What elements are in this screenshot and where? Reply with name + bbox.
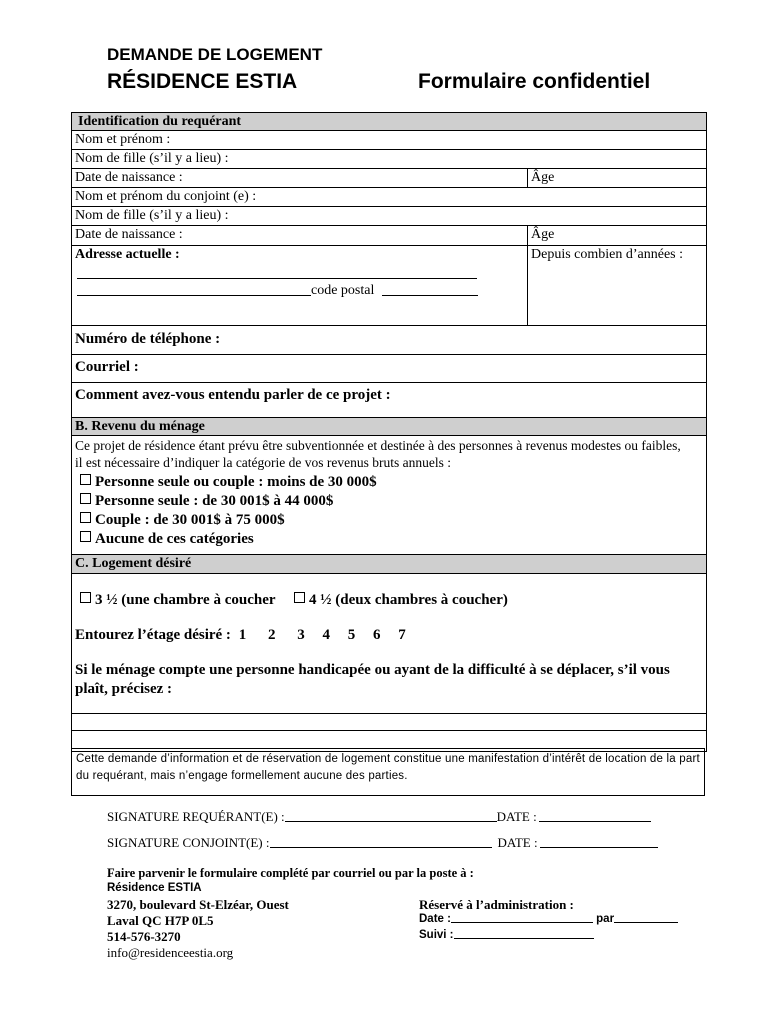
footer-org: Résidence ESTIA — [107, 882, 202, 894]
residence-name: RÉSIDENCE ESTIA — [107, 70, 298, 93]
checkbox-icon[interactable] — [80, 592, 91, 603]
signature-conjoint-row[interactable] — [107, 835, 658, 851]
signature-requerant-date-field[interactable] — [539, 821, 651, 822]
etage-option[interactable]: 1 — [238, 627, 247, 643]
signature-requerant-field[interactable] — [285, 821, 497, 822]
conjoint-date-naissance-label[interactable]: Date de naissance : — [75, 227, 183, 242]
section-c-header — [72, 555, 706, 574]
signature-conjoint-date-field[interactable] — [540, 847, 658, 848]
revenu-option-2[interactable]: Personne seule : de 30 001$ à 44 000$ — [80, 493, 333, 509]
admin-par-field[interactable] — [614, 922, 678, 923]
confidential-label: Formulaire confidentiel — [418, 70, 651, 93]
revenu-option-3[interactable]: Couple : de 30 001$ à 75 000$ — [80, 512, 285, 528]
etage-option[interactable]: 3 — [297, 627, 305, 643]
adresse-label: Adresse actuelle : — [75, 247, 180, 262]
admin-suivi-row[interactable] — [419, 929, 594, 941]
section-c-body — [72, 574, 706, 714]
adresse-line-1[interactable] — [77, 278, 477, 279]
depuis-label: Depuis combien d’années : — [531, 247, 684, 262]
admin-date-label: Date : — [419, 913, 451, 925]
age-label: Âge — [531, 170, 555, 185]
footer-phone: 514-576-3270 — [107, 929, 181, 944]
conjoint-age-cell[interactable] — [527, 226, 706, 325]
row-nom-prenom[interactable] — [72, 131, 706, 150]
etage-option[interactable]: 2 — [267, 627, 276, 643]
logement-option-1[interactable]: 3 ½ (une chambre à coucher — [80, 592, 276, 608]
checkbox-icon[interactable] — [80, 512, 91, 523]
logement-option-2[interactable]: 4 ½ (deux chambres à coucher) — [294, 592, 508, 608]
row-conjoint-date-adresse — [72, 226, 706, 326]
signature-requerant-row[interactable] — [107, 809, 651, 825]
row-telephone[interactable] — [72, 326, 706, 355]
checkbox-icon[interactable] — [80, 474, 91, 485]
admin-title: Réservé à l’administration : — [419, 897, 574, 912]
form-header-title: DEMANDE DE LOGEMENT — [107, 45, 323, 64]
nom-fille-label: Nom de fille (s’il y a lieu) : — [75, 151, 229, 166]
section-a-title: Identification du requérant — [78, 114, 242, 129]
nom-prenom-label: Nom et prénom : — [75, 132, 171, 147]
application-form — [71, 112, 707, 752]
code-postal-field[interactable] — [382, 295, 478, 296]
row-conjoint-nom[interactable] — [72, 188, 706, 207]
row-courriel[interactable] — [72, 355, 706, 383]
revenu-option-4[interactable]: Aucune de ces catégories — [80, 531, 254, 547]
signature-requerant-label: SIGNATURE REQUÉRANT(E) : — [107, 809, 285, 824]
checkbox-icon[interactable] — [294, 592, 305, 603]
admin-suivi-label: Suivi : — [419, 929, 454, 941]
footer-address-2: Laval QC H7P 0L5 — [107, 913, 214, 928]
admin-date-field[interactable] — [451, 922, 593, 923]
etage-option[interactable]: 6 — [372, 627, 381, 643]
age-cell[interactable] — [527, 169, 706, 187]
section-b-header — [72, 418, 706, 436]
etage-option[interactable]: 5 — [347, 627, 356, 643]
checkbox-icon[interactable] — [80, 493, 91, 504]
admin-date-row[interactable] — [419, 913, 678, 925]
adresse-line-2-row[interactable] — [77, 284, 478, 298]
revenu-intro-line-2: il est nécessaire d’indiquer la catégorie de vos revenus bruts annuels : — [75, 455, 451, 470]
etage-option[interactable]: 4 — [322, 627, 330, 643]
date-naissance-label[interactable]: Date de naissance : — [75, 170, 183, 185]
etage-row — [75, 628, 406, 643]
conjoint-nom-label: Nom et prénom du conjoint (e) : — [75, 189, 257, 204]
signature-conjoint-label: SIGNATURE CONJOINT(E) : — [107, 835, 270, 850]
courriel-label: Courriel : — [75, 359, 139, 375]
handicap-line-1: Si le ménage compte une personne handicapée ou ayant de la difficulté à se déplacer, s’il vous — [75, 662, 670, 678]
handicap-line-2: plaît, précisez : — [75, 681, 173, 697]
row-conjoint-nom-fille[interactable] — [72, 207, 706, 226]
etage-label: Entourez l’étage désiré : — [75, 627, 231, 643]
signature-conjoint-field[interactable] — [270, 847, 492, 848]
signature-conjoint-date-label: DATE : — [497, 835, 538, 850]
entendu-label: Comment avez-vous entendu parler de ce projet : — [75, 387, 391, 403]
conjoint-nom-fille-label: Nom de fille (s’il y a lieu) : — [75, 208, 229, 223]
code-postal-label: code postal — [311, 283, 375, 298]
admin-suivi-field[interactable] — [454, 938, 594, 939]
footer-instruction: Faire parvenir le formulaire complété par courriel ou par la poste à : — [107, 866, 474, 880]
section-b-title: B. Revenu du ménage — [75, 419, 205, 434]
notice-box — [71, 748, 705, 796]
admin-par-label: par — [596, 913, 615, 925]
conjoint-age-label: Âge — [531, 227, 555, 242]
footer-email[interactable]: info@residenceestia.org — [107, 945, 234, 960]
section-a-header — [72, 113, 706, 131]
section-c-title: C. Logement désiré — [75, 556, 192, 571]
telephone-label: Numéro de téléphone : — [75, 331, 221, 347]
signature-requerant-date-label: DATE : — [496, 809, 537, 824]
etage-option[interactable]: 7 — [398, 627, 406, 643]
row-date-naissance — [72, 169, 706, 188]
row-nom-fille[interactable] — [72, 150, 706, 169]
section-b-body — [72, 436, 706, 555]
revenu-intro-line-1: Ce projet de résidence étant prévu être subventionnée et destinée à des personnes à revenus modestes ou faibles, — [75, 438, 681, 453]
row-entendu[interactable] — [72, 383, 706, 418]
notice-line-1: Cette demande d’information et de réservation de logement constitue une manifestation d’intérêt de location de la part — [76, 753, 700, 765]
revenu-option-1[interactable]: Personne seule ou couple : moins de 30 000$ — [80, 474, 377, 490]
checkbox-icon[interactable] — [80, 531, 91, 542]
footer-address-1: 3270, boulevard St-Elzéar, Ouest — [107, 897, 289, 912]
handicap-answer-line-1[interactable] — [72, 714, 706, 731]
notice-line-2: du requérant, mais n’engage formellement aucune des parties. — [76, 770, 408, 782]
